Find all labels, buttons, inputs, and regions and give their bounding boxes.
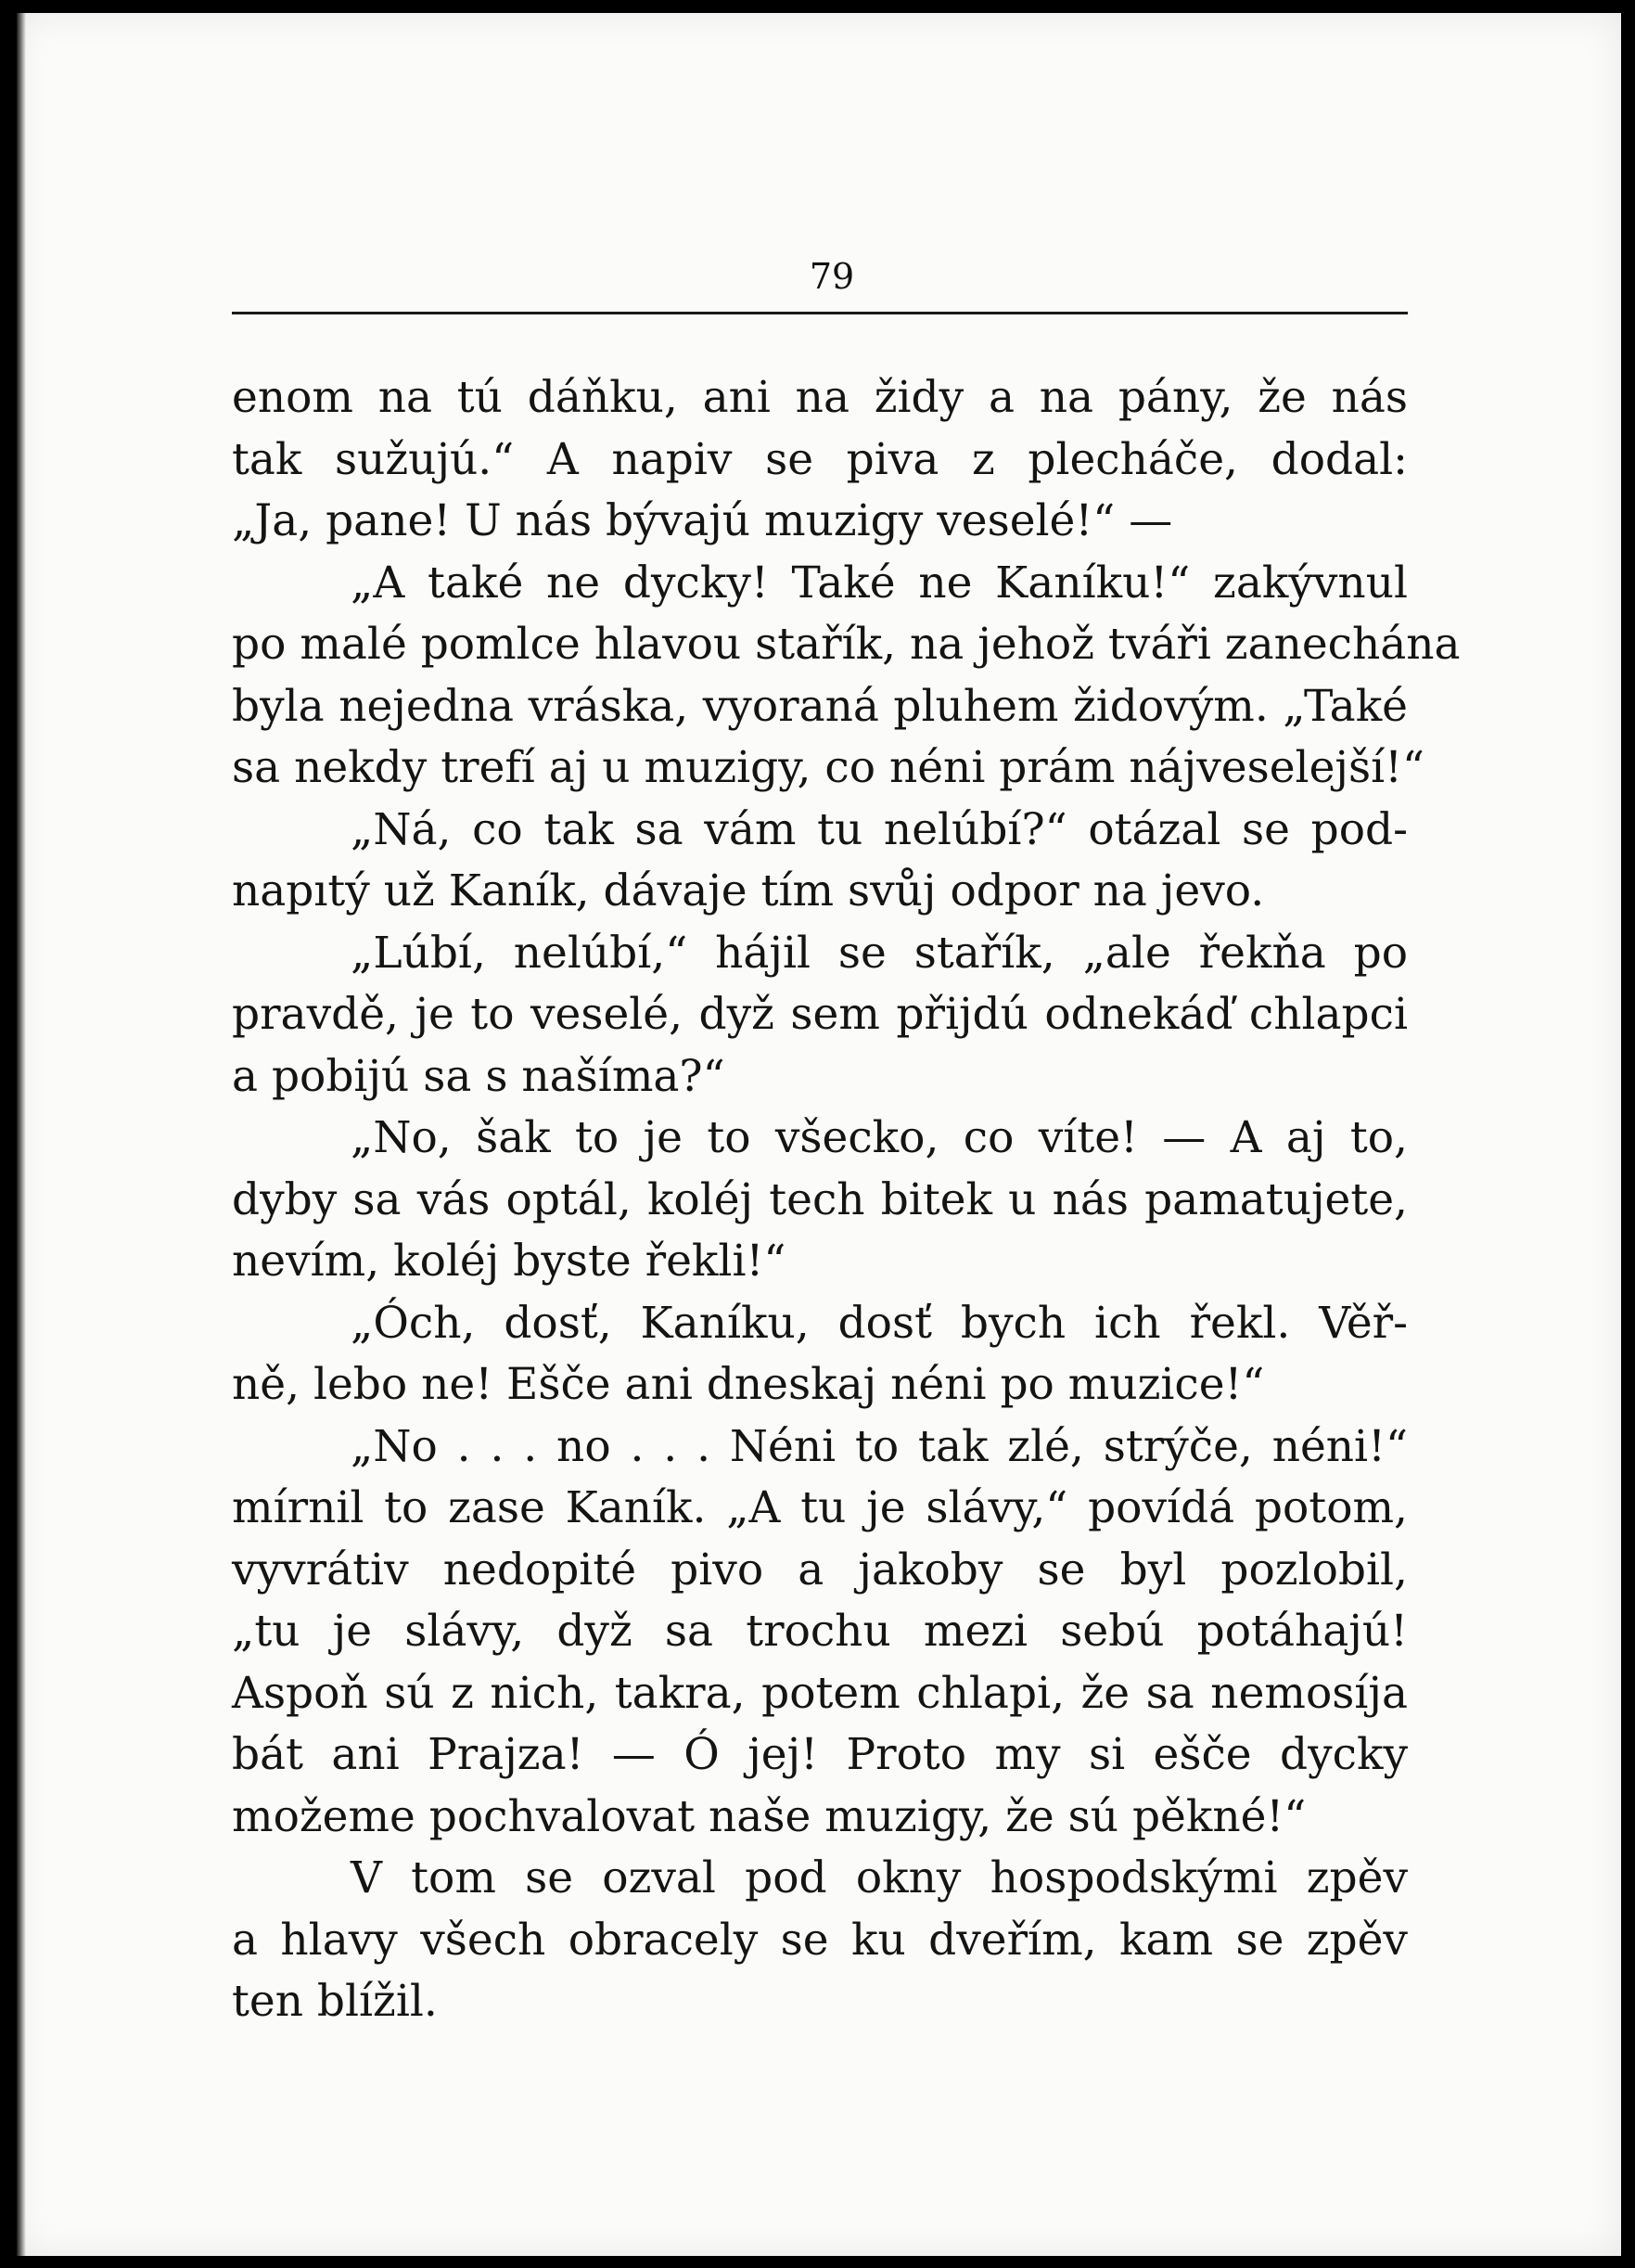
text-line: „No . . . no . . . Néni to tak zlé, strýče, néni!“ [351, 1420, 1408, 1472]
text-line: „Ja, pane! U nás bývajú muzigy veselé!“ — [232, 495, 1173, 546]
body-text [232, 367, 1461, 2033]
text-line: ten blížil. [232, 1976, 438, 2027]
text-line: sa nekdy trefí aj u muzigy, co néni prám nájveselejší!“ [232, 742, 1425, 793]
text-line: „Ná, co tak sa vám tu nelúbí?“ otázal se pod- [351, 803, 1408, 855]
text-line: V tom se ozval pod okny hospodskými zpěv [351, 1852, 1408, 1903]
text-line: byla nejedna vráska, vyoraná pluhem židovým. „Také [232, 680, 1408, 732]
page-number: 79 [809, 256, 855, 297]
text-line: mírnil to zase Kaník. „A tu je slávy,“ povídá potom, [232, 1482, 1408, 1533]
text-line: enom na tú dáňku, ani na židy a na pány, že nás [232, 372, 1408, 423]
text-line: tak sužujú.“ A napiv se piva z plecháče, dodal: [232, 433, 1408, 485]
text-line: pravdě, je to veselé, dyž sem přijdú odnekáď chlapci [232, 989, 1408, 1040]
text-line: dyby sa vás optál, koléj tech bitek u nás pamatujete, [232, 1173, 1408, 1225]
header-rule [232, 312, 1408, 314]
text-line: ně, lebo ne! Ešče ani dneskaj néni po muzice!“ [232, 1359, 1265, 1410]
page-binding-edge [17, 13, 26, 2256]
text-line: možeme pochvalovat naše muzigy, že sú pěkné!“ [232, 1790, 1307, 1842]
book-page [17, 13, 1621, 2256]
text-line: „No, šak to je to všecko, co víte! — A aj to, [351, 1112, 1408, 1163]
text-line: vyvrátiv nedopité pivo a jakoby se byl pozlobil, [232, 1544, 1408, 1595]
text-line: napıtý už Kaník, dávaje tím svůj odpor na jevo. [232, 865, 1265, 916]
text-line: bát ani Prajza! — Ó jej! Proto my si ešče dycky [232, 1729, 1408, 1780]
text-line: a pobijú sa s našíma?“ [232, 1050, 725, 1102]
text-line: nevím, koléj byste řekli!“ [232, 1236, 786, 1287]
text-line: a hlavy všech obracely se ku dveřím, kam se zpěv [232, 1914, 1408, 1966]
text-line: Aspoň sú z nich, takra, potem chlapi, že sa nemosíja [232, 1667, 1408, 1719]
text-line: „A také ne dycky! Také ne Kaníku!“ zakývnul [351, 557, 1408, 609]
text-line: „tu je slávy, dyž sa trochu mezi sebú potáhajú! [232, 1606, 1408, 1657]
text-line: „Lúbí, nelúbí,“ hájil se stařík, „ale řekňa po [351, 927, 1408, 979]
text-line: po malé pomlce hlavou stařík, na jehož tváři zanechána [232, 619, 1461, 670]
text-line: „Óch, dosť, Kaníku, dosť bych ich řekl. Věř- [351, 1297, 1408, 1349]
